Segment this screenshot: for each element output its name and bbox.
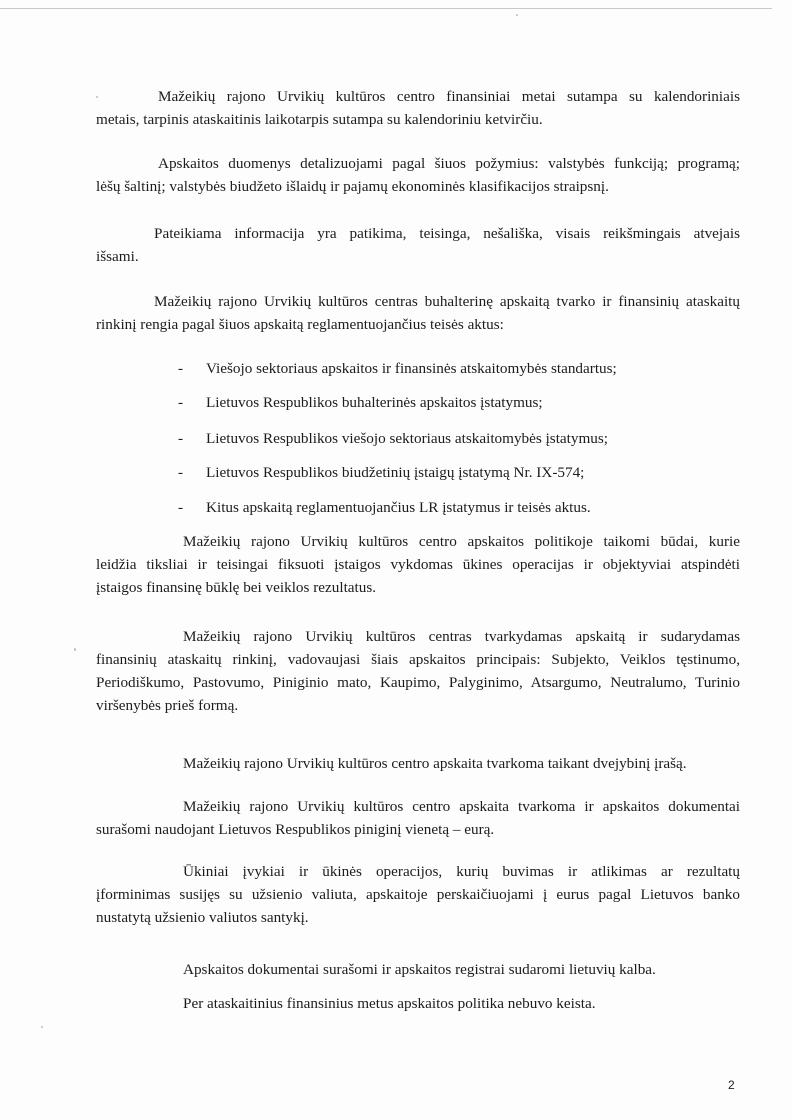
list-item — [178, 496, 591, 519]
text-line: finansinių ataskaitų rinkinį, vadovaujasi šiais apskaitos principais: Subjekto, Veiklos tęstinumo, — [96, 651, 740, 668]
list-item-text: Lietuvos Respublikos buhalterinės apskaitos įstatymus; — [206, 394, 543, 411]
paragraph-legal-acts-intro — [96, 290, 740, 336]
scan-speck — [41, 1026, 43, 1028]
list-item-text: Lietuvos Respublikos biudžetinių įstaigų įstatymą Nr. IX-574; — [206, 464, 585, 481]
paragraph-double-entry — [96, 752, 740, 775]
paragraph-fiscal-year — [96, 85, 740, 131]
paragraph-data-detail — [96, 152, 740, 198]
paragraph-foreign-currency — [96, 860, 740, 929]
text-line: Mažeikių rajono Urvikių kultūros centras tvarkydamas apskaitą ir sudarydamas — [183, 628, 740, 645]
list-item — [178, 391, 543, 414]
list-dash: - — [178, 360, 184, 377]
paragraph-information-reliability — [96, 222, 740, 268]
paragraph-accounting-principles — [96, 625, 740, 717]
text-line: Mažeikių rajono Urvikių kultūros centro apskaita tvarkoma taikant dvejybinį įrašą. — [183, 755, 687, 772]
scan-speck — [74, 648, 76, 651]
text-line: Apskaitos duomenys detalizuojami pagal šiuos požymius: valstybės funkciją; programą; — [158, 155, 740, 172]
list-item — [178, 461, 584, 484]
list-dash: - — [178, 430, 184, 447]
text-line: leidžia tiksliai ir teisingai fiksuoti įstaigos vykdomas ūkines operacijas ir objektyviai atspindėti — [96, 556, 740, 573]
paragraph-language — [96, 958, 740, 981]
text-line: Mažeikių rajono Urvikių kultūros centro finansiniai metai sutampa su kalendoriniais — [158, 88, 740, 105]
text-line: Pateikiama informacija yra patikima, teisinga, nešališka, visais reikšmingais atvejais — [154, 225, 740, 242]
text-line: surašomi naudojant Lietuvos Respublikos piniginį vienetą – eurą. — [96, 821, 495, 838]
text-line: Periodiškumo, Pastovumo, Piniginio mato, Kaupimo, Palyginimo, Atsargumo, Neutralumo, Turinio — [96, 674, 740, 691]
text-line: viršenybės prieš formą. — [96, 697, 239, 714]
text-line: lėšų šaltinį; valstybės biudžeto išlaidų ir pajamų ekonominės klasifikacijos straipsnį. — [96, 178, 609, 195]
list-dash: - — [178, 464, 184, 481]
text-line: įforminimas susijęs su užsienio valiuta, apskaitoje perskaičiuojami į eurus pagal Lietuvos banko — [96, 886, 740, 903]
text-line: nustatytą užsienio valiutos santykį. — [96, 909, 309, 926]
text-line: Mažeikių rajono Urvikių kultūros centro apskaitos politikoje taikomi būdai, kurie — [183, 533, 740, 550]
scan-top-edge — [0, 8, 772, 9]
list-item — [178, 357, 617, 380]
text-line: Mažeikių rajono Urvikių kultūros centras buhalterinę apskaitą tvarko ir finansinių ataskaitų — [154, 293, 740, 310]
paragraph-policy-unchanged — [96, 992, 740, 1015]
list-item-text: Viešojo sektoriaus apskaitos ir finansinės atskaitomybės standartus; — [206, 360, 617, 377]
paragraph-accounting-policy-methods — [96, 530, 740, 599]
text-line: rinkinį rengia pagal šiuos apskaitą reglamentuojančius teisės aktus: — [96, 316, 504, 333]
page-number: 2 — [728, 1078, 735, 1092]
list-item-text: Lietuvos Respublikos viešojo sektoriaus atskaitomybės įstatymus; — [206, 430, 609, 447]
scan-speck — [516, 14, 518, 16]
text-line: Apskaitos dokumentai surašomi ir apskaitos registrai sudaromi lietuvių kalba. — [183, 961, 656, 978]
paragraph-currency — [96, 795, 740, 841]
list-item-text: Kitus apskaitą reglamentuojančius LR įstatymus ir teisės aktus. — [206, 499, 591, 516]
text-line: Mažeikių rajono Urvikių kultūros centro apskaita tvarkoma ir apskaitos dokumentai — [183, 798, 740, 815]
text-line: metais, tarpinis ataskaitinis laikotarpis sutampa su kalendoriniu ketvirčiu. — [96, 111, 543, 128]
text-line: įstaigos finansinę būklę bei veiklos rezultatus. — [96, 579, 377, 596]
text-line: išsami. — [96, 248, 139, 265]
text-line: Per ataskaitinius finansinius metus apskaitos politika nebuvo keista. — [183, 995, 596, 1012]
text-line: Ūkiniai įvykiai ir ūkinės operacijos, kurių buvimas ir atlikimas ar rezultatų — [183, 863, 740, 880]
list-item — [178, 427, 608, 450]
list-dash: - — [178, 499, 184, 516]
list-dash: - — [178, 394, 184, 411]
